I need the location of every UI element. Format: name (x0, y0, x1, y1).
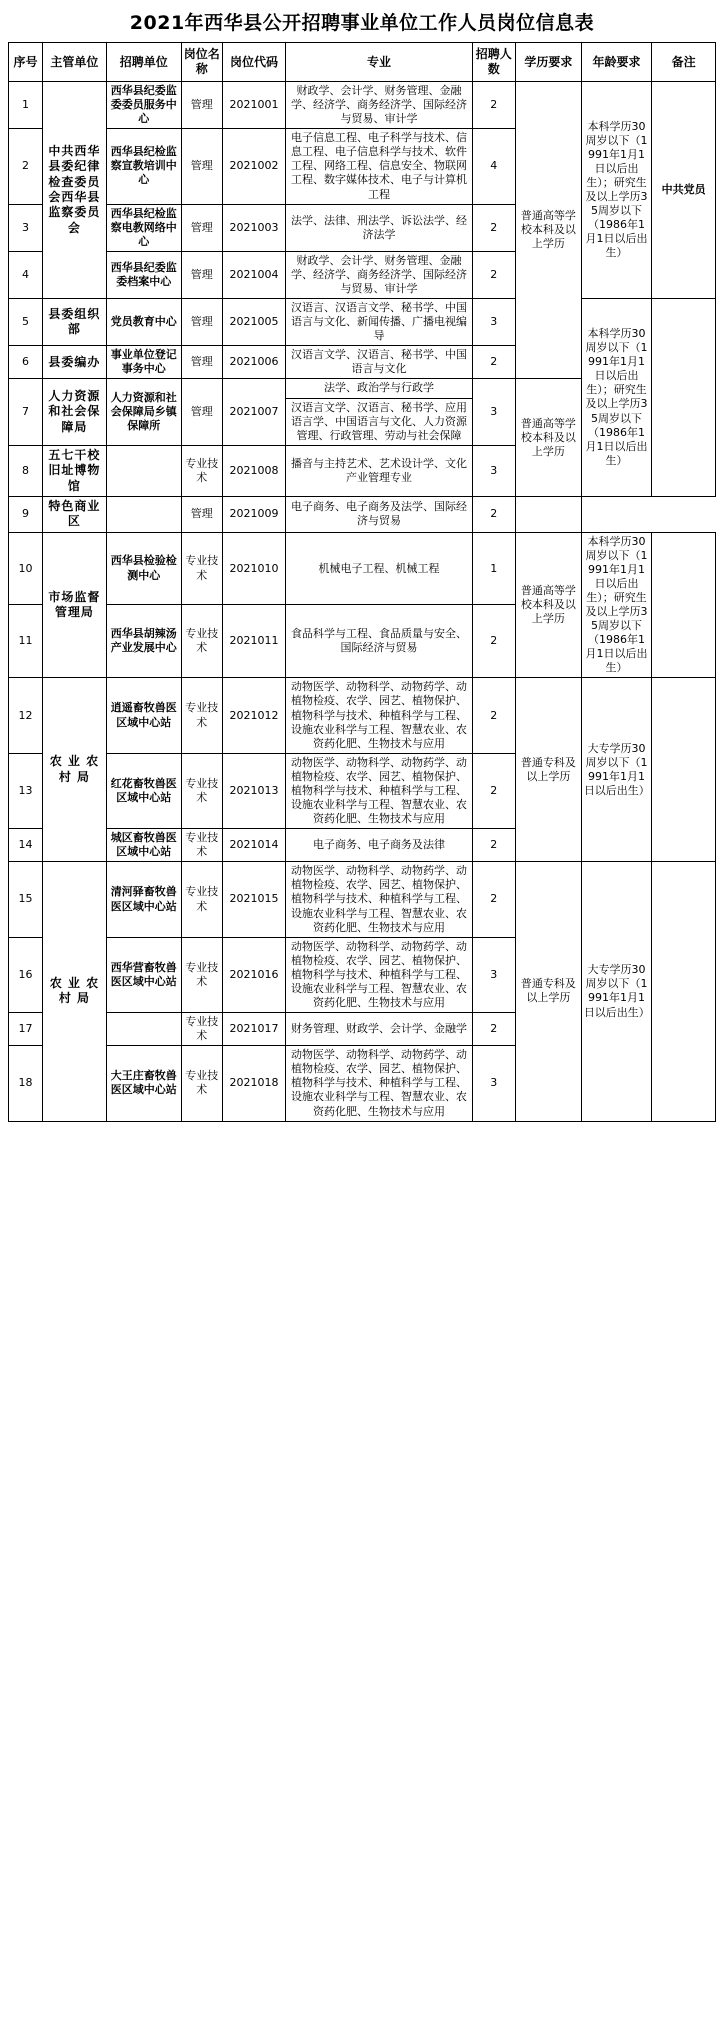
cell-post-code: 2021009 (222, 496, 286, 532)
cell-post-code: 2021014 (222, 829, 286, 862)
cell-post-name: 专业技术 (181, 678, 222, 753)
cell-major-unit: 五七干校旧址博物馆 (43, 445, 107, 496)
cell-specialty: 财政学、会计学、财务管理、金融学、经济学、商务经济学、国际经济与贸易、审计学 (286, 82, 472, 129)
cell-post-code: 2021001 (222, 82, 286, 129)
cell-seq: 9 (9, 496, 43, 532)
cell-recruit-unit: 人力资源和社会保障局乡镇保障所 (106, 379, 181, 445)
cell-headcount: 3 (472, 937, 515, 1012)
cell-post-name: 管理 (181, 82, 222, 129)
cell-headcount: 2 (472, 862, 515, 937)
cell-headcount: 2 (472, 605, 515, 678)
cell-specialty: 电子信息工程、电子科学与技术、信息工程、电子信息科学与技术、软件工程、网络工程、信息安全、物联网工程、数字媒体技术、电子与计算机工程 (286, 129, 472, 204)
cell-headcount: 3 (472, 445, 515, 496)
cell-post-code: 2021013 (222, 753, 286, 828)
table-row (9, 82, 716, 129)
cell-specialty: 电子商务、电子商务及法律 (286, 829, 472, 862)
cell-age: 大专学历30周岁以下（1991年1月1日以后出生） (581, 862, 651, 1121)
cell-headcount: 2 (472, 1013, 515, 1046)
cell-post-code: 2021016 (222, 937, 286, 1012)
cell-specialty: 电子商务、电子商务及法学、国际经济与贸易 (286, 496, 472, 532)
cell-seq: 10 (9, 532, 43, 605)
cell-recruit-unit (106, 496, 181, 532)
cell-major-unit: 人力资源和社会保障局 (43, 379, 107, 445)
table-row (9, 862, 716, 937)
cell-seq: 14 (9, 829, 43, 862)
col-age: 年龄要求 (581, 43, 651, 82)
cell-post-code: 2021003 (222, 204, 286, 251)
cell-post-name: 专业技术 (181, 445, 222, 496)
cell-specialty: 动物医学、动物科学、动物药学、动植物检疫、农学、园艺、植物保护、植物科学与技术、种植科学与工程、设施农业科学与工程、智慧农业、农资药化肥、生物技术与应用 (286, 937, 472, 1012)
cell-seq: 3 (9, 204, 43, 251)
cell-remark (652, 299, 716, 497)
cell-post-name: 管理 (181, 129, 222, 204)
col-post-code: 岗位代码 (222, 43, 286, 82)
cell-headcount: 3 (472, 379, 515, 445)
cell-post-code: 2021010 (222, 532, 286, 605)
cell-post-name: 管理 (181, 379, 222, 445)
cell-specialty: 法学、法律、刑法学、诉讼法学、经济法学 (286, 204, 472, 251)
cell-recruit-unit: 事业单位登记事务中心 (106, 346, 181, 379)
cell-recruit-unit (106, 445, 181, 496)
cell-specialty: 法学、政治学与行政学 (286, 379, 472, 398)
cell-remark: 中共党员 (652, 82, 716, 299)
cell-age: 本科学历30周岁以下（1991年1月1日以后出生）；研究生及以上学历35周岁以下（1986年1月1日以后出生） (581, 532, 651, 678)
cell-seq: 13 (9, 753, 43, 828)
cell-age: 大专学历30周岁以下（1991年1月1日以后出生） (581, 678, 651, 862)
cell-remark (652, 678, 716, 862)
cell-specialty: 机械电子工程、机械工程 (286, 532, 472, 605)
cell-recruit-unit: 逍遥畜牧兽医区域中心站 (106, 678, 181, 753)
cell-education: 普通高等学校本科及以上学历 (515, 532, 581, 678)
cell-post-name: 专业技术 (181, 1046, 222, 1121)
cell-post-name: 专业技术 (181, 937, 222, 1012)
cell-seq: 6 (9, 346, 43, 379)
table-row (9, 496, 716, 532)
table-row (9, 532, 716, 605)
cell-recruit-unit: 西华县纪检监察电教网络中心 (106, 204, 181, 251)
cell-recruit-unit: 西华营畜牧兽医区域中心站 (106, 937, 181, 1012)
table-header-row (9, 43, 716, 82)
cell-major-unit: 特色商业区 (43, 496, 107, 532)
cell-post-code: 2021007 (222, 379, 286, 445)
cell-post-name: 专业技术 (181, 862, 222, 937)
cell-post-code: 2021012 (222, 678, 286, 753)
cell-major-unit: 县委编办 (43, 346, 107, 379)
col-specialty: 专业 (286, 43, 472, 82)
cell-recruit-unit (106, 1013, 181, 1046)
cell-seq: 5 (9, 299, 43, 346)
cell-headcount: 2 (472, 678, 515, 753)
cell-post-name: 专业技术 (181, 532, 222, 605)
col-headcount: 招聘人数 (472, 43, 515, 82)
cell-post-code: 2021006 (222, 346, 286, 379)
cell-major-unit: 市场监督管理局 (43, 532, 107, 678)
cell-headcount: 3 (472, 299, 515, 346)
col-seq: 序号 (9, 43, 43, 82)
cell-specialty: 播音与主持艺术、艺术设计学、文化产业管理专业 (286, 445, 472, 496)
cell-headcount: 2 (472, 251, 515, 298)
cell-major-unit: 农 业 农 村 局 (43, 862, 107, 1121)
cell-specialty: 动物医学、动物科学、动物药学、动植物检疫、农学、园艺、植物保护、植物科学与技术、种植科学与工程、设施农业科学与工程、智慧农业、农资药化肥、生物技术与应用 (286, 678, 472, 753)
cell-post-code: 2021008 (222, 445, 286, 496)
cell-headcount: 2 (472, 496, 515, 532)
cell-recruit-unit: 大王庄畜牧兽医区域中心站 (106, 1046, 181, 1121)
cell-headcount: 2 (472, 829, 515, 862)
cell-post-name: 专业技术 (181, 753, 222, 828)
cell-recruit-unit: 西华县检验检测中心 (106, 532, 181, 605)
cell-recruit-unit: 西华县纪检监察宣教培训中心 (106, 129, 181, 204)
cell-post-name: 管理 (181, 496, 222, 532)
cell-headcount: 2 (472, 82, 515, 129)
cell-age: 本科学历30周岁以下（1991年1月1日以后出生）；研究生及以上学历35周岁以下（1986年1月1日以后出生） (581, 82, 651, 299)
cell-post-name: 专业技术 (181, 1013, 222, 1046)
col-post-name: 岗位名称 (181, 43, 222, 82)
cell-education: 普通专科及以上学历 (515, 678, 581, 862)
cell-post-name: 专业技术 (181, 605, 222, 678)
cell-specialty: 汉语言文学、汉语言、秘书学、中国语言与文化 (286, 346, 472, 379)
cell-major-unit: 中共西华县委纪律检查委员会西华县监察委员会 (43, 82, 107, 299)
cell-seq: 7 (9, 379, 43, 445)
cell-post-code: 2021017 (222, 1013, 286, 1046)
cell-seq: 11 (9, 605, 43, 678)
table-row (9, 299, 716, 346)
cell-post-code: 2021011 (222, 605, 286, 678)
cell-specialty-alt: 汉语言文学、汉语言、秘书学、应用语言学、中国语言与文化、人力资源管理、行政管理、劳动与社会保障 (286, 398, 472, 445)
cell-post-name: 专业技术 (181, 829, 222, 862)
cell-headcount: 1 (472, 532, 515, 605)
table-row (9, 678, 716, 753)
cell-major-unit: 农 业 农 村 局 (43, 678, 107, 862)
cell-post-code: 2021004 (222, 251, 286, 298)
cell-post-code: 2021018 (222, 1046, 286, 1121)
cell-seq: 16 (9, 937, 43, 1012)
cell-major-unit: 县委组织部 (43, 299, 107, 346)
cell-seq: 18 (9, 1046, 43, 1121)
cell-recruit-unit: 党员教育中心 (106, 299, 181, 346)
cell-headcount: 2 (472, 346, 515, 379)
col-recruit-unit: 招聘单位 (106, 43, 181, 82)
col-education: 学历要求 (515, 43, 581, 82)
cell-education: 普通高等学校本科及以上学历 (515, 379, 581, 496)
page-title: 2021年西华县公开招聘事业单位工作人员岗位信息表 (129, 12, 595, 34)
cell-seq: 8 (9, 445, 43, 496)
cell-specialty: 动物医学、动物科学、动物药学、动植物检疫、农学、园艺、植物保护、植物科学与技术、种植科学与工程、设施农业科学与工程、智慧农业、农资药化肥、生物技术与应用 (286, 1046, 472, 1121)
cell-recruit-unit: 红花畜牧兽医区域中心站 (106, 753, 181, 828)
cell-headcount: 3 (472, 1046, 515, 1121)
cell-recruit-unit: 西华县胡辣汤产业发展中心 (106, 605, 181, 678)
cell-post-code: 2021002 (222, 129, 286, 204)
cell-age: 本科学历30周岁以下（1991年1月1日以后出生）；研究生及以上学历35周岁以下（1986年1月1日以后出生） (581, 299, 651, 497)
cell-recruit-unit: 清河驿畜牧兽医区域中心站 (106, 862, 181, 937)
cell-recruit-unit: 西华县纪委监委委员服务中心 (106, 82, 181, 129)
cell-headcount: 4 (472, 129, 515, 204)
cell-headcount: 2 (472, 204, 515, 251)
cell-post-code: 2021005 (222, 299, 286, 346)
job-info-table (8, 42, 716, 1122)
cell-seq: 15 (9, 862, 43, 937)
cell-post-name: 管理 (181, 204, 222, 251)
cell-education: 普通专科及以上学历 (515, 862, 581, 1121)
col-major-unit: 主管单位 (43, 43, 107, 82)
col-remark: 备注 (652, 43, 716, 82)
cell-remark (652, 862, 716, 1121)
cell-specialty: 汉语言、汉语言文学、秘书学、中国语言与文化、新闻传播、广播电视编导 (286, 299, 472, 346)
cell-specialty: 动物医学、动物科学、动物药学、动植物检疫、农学、园艺、植物保护、植物科学与技术、种植科学与工程、设施农业科学与工程、智慧农业、农资药化肥、生物技术与应用 (286, 862, 472, 937)
cell-seq: 1 (9, 82, 43, 129)
cell-post-name: 管理 (181, 251, 222, 298)
cell-seq: 17 (9, 1013, 43, 1046)
cell-education: 普通高等学校本科及以上学历 (515, 82, 581, 379)
cell-specialty: 食品科学与工程、食品质量与安全、国际经济与贸易 (286, 605, 472, 678)
cell-specialty: 动物医学、动物科学、动物药学、动植物检疫、农学、园艺、植物保护、植物科学与技术、种植科学与工程、设施农业科学与工程、智慧农业、农资药化肥、生物技术与应用 (286, 753, 472, 828)
cell-post-code: 2021015 (222, 862, 286, 937)
cell-headcount: 2 (472, 753, 515, 828)
cell-post-name: 管理 (181, 346, 222, 379)
cell-seq: 2 (9, 129, 43, 204)
cell-recruit-unit: 西华县纪委监委档案中心 (106, 251, 181, 298)
cell-specialty: 财政学、会计学、财务管理、金融学、经济学、商务经济学、国际经济与贸易、审计学 (286, 251, 472, 298)
cell-remark (652, 532, 716, 678)
cell-recruit-unit: 城区畜牧兽医区域中心站 (106, 829, 181, 862)
cell-post-name: 管理 (181, 299, 222, 346)
cell-seq: 12 (9, 678, 43, 753)
cell-specialty: 财务管理、财政学、会计学、金融学 (286, 1013, 472, 1046)
cell-seq: 4 (9, 251, 43, 298)
cell-education (515, 496, 581, 532)
